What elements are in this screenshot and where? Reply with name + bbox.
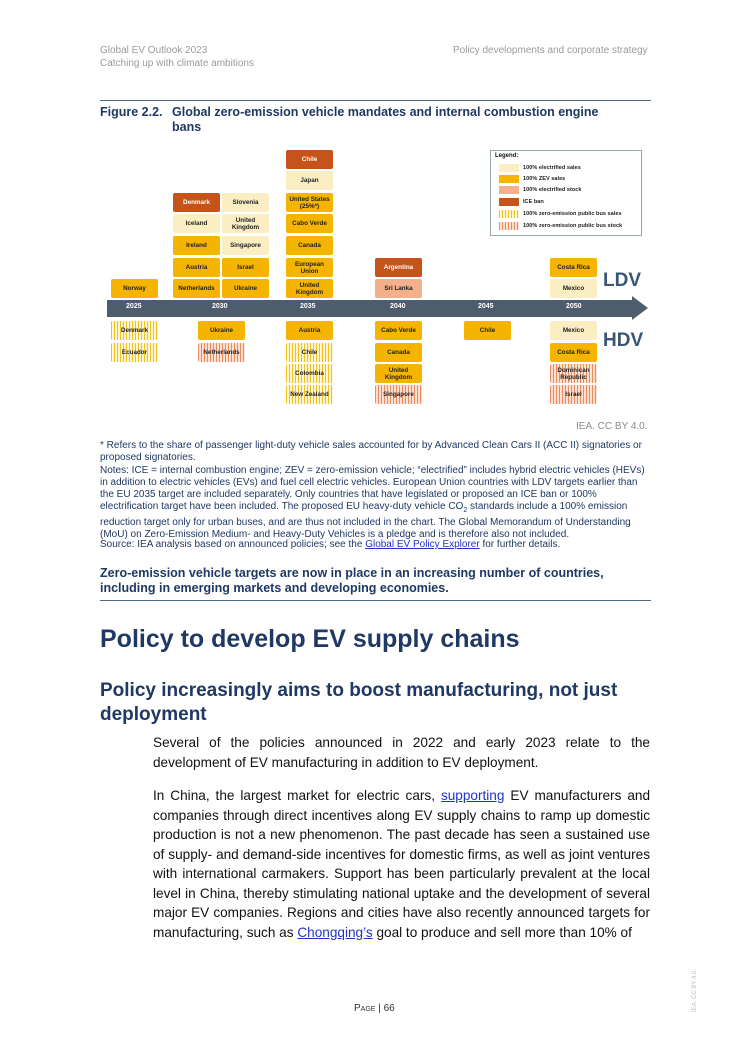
legend-item (499, 174, 565, 183)
legend-swatch (499, 164, 519, 172)
ldv-country-box: Chile (286, 150, 333, 169)
figure-bottom-rule (100, 600, 651, 601)
year-label: 2050 (566, 303, 582, 310)
figure-footnote: * Refers to the share of passenger light-duty vehicle sales accounted for by Advanced Clean Cars II (ACC II) signatories or proposed signatories. (100, 440, 642, 463)
hdv-country-box: New Zealand (286, 385, 333, 404)
figure-source (100, 539, 651, 551)
page-number: 66 (383, 1003, 395, 1014)
ldv-country-box: European Union (286, 258, 333, 277)
hdv-country-box: Ukraine (198, 321, 245, 340)
hdv-country-box: Chile (286, 343, 333, 362)
legend-swatch (499, 186, 519, 194)
source-text: Source: IEA analysis based on announced policies; see the (100, 539, 366, 550)
section-heading: Policy to develop EV supply chains (100, 625, 520, 653)
chongqing-link[interactable]: Chongqing’s (297, 924, 373, 940)
ldv-country-box: Denmark (173, 193, 220, 212)
figure-label: Figure 2.2. (100, 105, 163, 119)
legend-label: 100% zero-emission public bus sales (523, 210, 622, 217)
ldv-country-box: Japan (286, 171, 333, 190)
ldv-country-box: Mexico (550, 279, 597, 298)
legend-label: 100% electrified sales (523, 164, 581, 171)
ldv-country-box: Ireland (173, 236, 220, 255)
legend-item (499, 197, 544, 206)
hdv-country-box: Israel (550, 385, 597, 404)
ldv-country-box: Israel (222, 258, 269, 277)
policy-explorer-link[interactable]: Global EV Policy Explorer (365, 539, 480, 550)
body-paragraph (153, 786, 650, 942)
legend-swatch (499, 175, 519, 183)
ldv-country-box: Cabo Verde (286, 214, 333, 233)
figure-title-line2: bans (172, 120, 202, 134)
ldv-country-box: Singapore (222, 236, 269, 255)
body-paragraph: Several of the policies announced in 2022 and early 2023 relate to the development of EV manufacturing in addition to EV deployment. (153, 735, 650, 770)
ldv-country-box: United Kingdom (286, 279, 333, 298)
notes-subscript: 2 (463, 507, 468, 514)
source-text: for further details. (479, 539, 561, 550)
legend-swatch (499, 198, 519, 206)
subsection-heading-line2: deployment (100, 704, 207, 725)
supporting-link[interactable]: supporting (440, 788, 505, 803)
legend-title: Legend: (495, 153, 519, 159)
paragraph-text: goal to produce and sell more than 10% of (372, 924, 632, 940)
hdv-country-box: Austria (286, 321, 333, 340)
figure-notes (100, 465, 651, 541)
year-label: 2030 (212, 303, 228, 310)
figure-top-rule (100, 100, 651, 101)
hdv-country-box: Netherlands (198, 343, 245, 362)
timeline-arrow (107, 300, 633, 317)
ldv-country-box: Slovenia (222, 193, 269, 212)
hdv-tag: HDV (603, 330, 644, 351)
hdv-country-box: Mexico (550, 321, 597, 340)
ldv-country-box: United Kingdom (222, 214, 269, 233)
hdv-country-box: Singapore (375, 385, 422, 404)
notes-text: standards include a 100% emission reduction target only for urban buses, and are thus not included in the chart. The Global Memorandum of Understanding (MoU) on Zero-Emission Medium- and Heavy-Duty Vehicles is a pledge and is therefore also not included. (100, 501, 631, 540)
figure-takeaway-line2: including in emerging markets and developing economies. (100, 581, 449, 595)
year-label: 2035 (300, 303, 316, 310)
hdv-country-box: Ecuador (111, 343, 158, 362)
ldv-country-box: Netherlands (173, 279, 220, 298)
hdv-country-box: Canada (375, 343, 422, 362)
header-chapter: Policy developments and corporate strategy (453, 45, 648, 56)
legend-item (499, 163, 581, 172)
legend-label: 100% ZEV sales (523, 175, 566, 182)
legend-label: 100% zero-emission public bus stock (523, 222, 623, 229)
page-separator: | (375, 1003, 384, 1014)
hdv-country-box: Chile (464, 321, 511, 340)
hdv-country-box: Denmark (111, 321, 158, 340)
legend-item (499, 185, 581, 194)
paragraph-text: In China, the largest market for electric cars, (153, 788, 441, 803)
figure-title-line1: Global zero-emission vehicle mandates and internal combustion engine (172, 105, 599, 119)
ldv-country-box: Iceland (173, 214, 220, 233)
ldv-country-box: Canada (286, 236, 333, 255)
side-credit: IEA. CC BY 4.0. (692, 969, 698, 1012)
legend-label: 100% electrified stock (523, 186, 582, 193)
ldv-country-box: Norway (111, 279, 158, 298)
year-label: 2045 (478, 303, 494, 310)
ldv-country-box: Sri Lanka (375, 279, 422, 298)
hdv-country-box: Dominican Republic (550, 364, 597, 383)
hdv-country-box: Colombia (286, 364, 333, 383)
figure-takeaway-line1: Zero-emission vehicle targets are now in place in an increasing number of countries, (100, 566, 604, 580)
hdv-country-box: United Kingdom (375, 364, 422, 383)
ldv-country-box: Argentina (375, 258, 422, 277)
legend-swatch (499, 222, 519, 230)
year-label: 2040 (390, 303, 406, 310)
page-word: Page (354, 1003, 376, 1014)
subsection-heading-line1: Policy increasingly aims to boost manufacturing, not just (100, 680, 618, 701)
ldv-tag: LDV (603, 270, 641, 291)
ldv-country-box: United States (25%*) (286, 193, 333, 212)
timeline-arrowhead (632, 296, 648, 320)
legend-label: ICE ban (523, 198, 544, 205)
legend-item (499, 209, 622, 218)
figure-legend (490, 150, 642, 236)
header-report-title: Global EV Outlook 2023 (100, 45, 208, 56)
ldv-country-box: Ukraine (222, 279, 269, 298)
hdv-country-box: Cabo Verde (375, 321, 422, 340)
ldv-country-box: Austria (173, 258, 220, 277)
legend-swatch (499, 210, 519, 218)
legend-item (499, 221, 622, 230)
header-report-subtitle: Catching up with climate ambitions (100, 58, 254, 69)
year-label: 2025 (126, 303, 142, 310)
page-footer (354, 1003, 395, 1014)
figure-credit: IEA. CC BY 4.0. (576, 421, 648, 432)
ldv-country-box: Costa Rica (550, 258, 597, 277)
paragraph-text: EV manufacturers and companies through direct incentives along EV supply chains to ramp up domestic production is not a new phenomenon. The past decade has seen a sustained use of supply- and demand-side incentives for domestic firms, as well as joint ventures with international carmakers. Support has been particularly prevalent at the local level in China, thereby stimulating national uptake and the development of several major EV companies. Regions and cities have also recently announced targets for manufacturing, such as (153, 788, 651, 940)
notes-text: Notes: ICE = internal combustion engine; ZEV = zero-emission vehicle; “electrified” includes hybrid electric vehicles (HEVs) in addition to electric vehicles (EVs) and fuel cell electric vehicles. European Union countries with LDV targets earlier than the EU 2035 target are included separately. Only countries that have legislated or proposed an ICE ban or 100% electrification target have been included. The proposed EU heavy-duty vehicle CO (100, 465, 645, 512)
hdv-country-box: Costa Rica (550, 343, 597, 362)
